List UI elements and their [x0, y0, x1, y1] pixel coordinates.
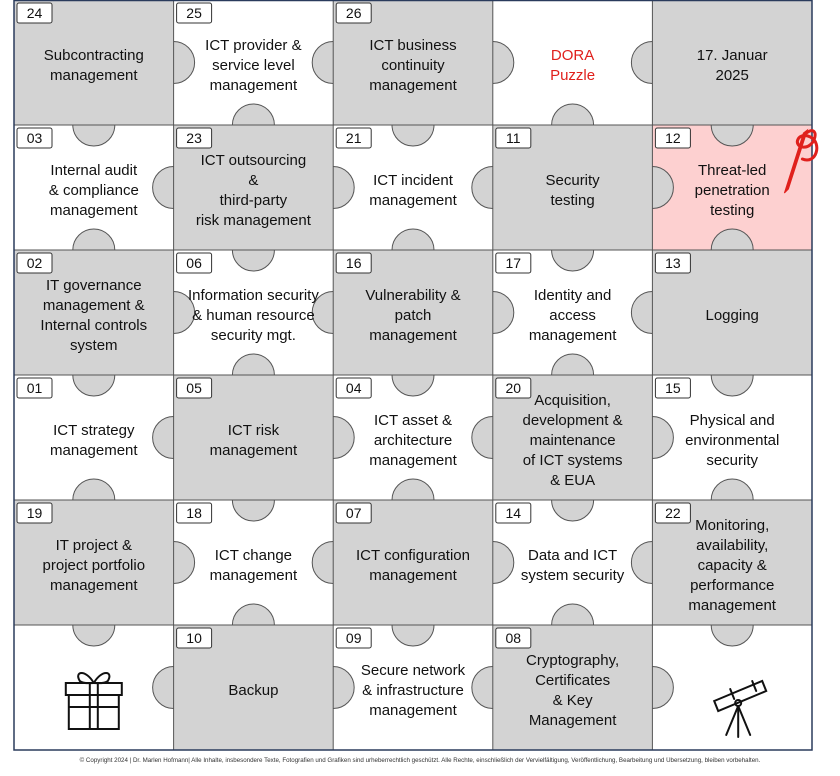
- cell-label-line: availability,: [696, 536, 769, 554]
- cell-label-line: &: [248, 171, 259, 189]
- cell-label-line: ICT configuration: [356, 546, 470, 564]
- cell-number: 09: [345, 630, 362, 646]
- cell-number: 22: [665, 505, 681, 521]
- cell-number: 19: [26, 505, 43, 521]
- cell-number: 12: [665, 130, 681, 146]
- cell-number: 20: [505, 380, 522, 396]
- cell-label-line: capacity &: [697, 556, 767, 574]
- cell-label-line: performance: [690, 576, 775, 594]
- cell-label-line: management: [369, 566, 457, 584]
- cell-label-line: Identity and: [533, 286, 612, 304]
- cell-label-line: management: [369, 191, 457, 209]
- cell-label-line: management: [50, 201, 138, 219]
- cell-label-line: management: [50, 576, 138, 594]
- cell-label-line: project portfolio: [42, 556, 146, 574]
- cell-label-line: & compliance: [48, 181, 139, 199]
- cell-number: 13: [665, 255, 681, 271]
- cell-number: 07: [345, 505, 362, 521]
- cell-number: 08: [505, 630, 522, 646]
- cell-label-line: Physical and: [689, 411, 775, 429]
- cell-number: 06: [186, 255, 202, 271]
- cell-number: 02: [26, 255, 43, 271]
- cell-label-line: management: [369, 326, 457, 344]
- cell-number: 24: [26, 5, 43, 21]
- cell-number: 23: [186, 130, 202, 146]
- cell-label-line: Threat-led: [698, 161, 767, 179]
- cell-label-line: Acquisition,: [534, 391, 611, 409]
- cell-label-line: ICT outsourcing: [200, 151, 307, 169]
- cell-label-line: Subcontracting: [43, 46, 144, 64]
- cell-label-line: management: [369, 701, 457, 719]
- cell-label-line: security mgt.: [210, 326, 296, 344]
- cell-label-line: Data and ICT: [527, 546, 618, 564]
- cell-label-line: ICT strategy: [53, 421, 135, 439]
- cell-label-line: management: [369, 451, 457, 469]
- cell-number: 18: [186, 505, 202, 521]
- cell-label-line: ICT business: [369, 36, 457, 54]
- cell-label-line: security: [706, 451, 759, 469]
- cell-label-line: management: [209, 441, 298, 459]
- copyright-notice: © Copyright 2024 | Dr. Marlen Hofmann| Alle Inhalte, insbesondere Texte, Fotografien und Grafiken sind urheberrechtlich geschützt. Alle Rechte, einschließlich der Vervielfältigung, Veröffentlichung, Bearbeitung und Übersetzung, bleiben vorbehalten.: [79, 757, 761, 764]
- cell-label-line: risk management: [195, 211, 311, 229]
- cell-label-line: management: [50, 66, 138, 84]
- cell-label-line: Backup: [228, 681, 279, 699]
- cell-number: 01: [26, 380, 43, 396]
- cell-label-line: IT governance: [45, 276, 142, 294]
- cell-label-line: Security: [545, 171, 600, 189]
- cell-label-line: patch: [394, 306, 432, 324]
- cell-number: 04: [345, 380, 362, 396]
- cell-label-line: 2025: [715, 66, 749, 84]
- cell-label-line: Information security: [187, 286, 319, 304]
- cell-label-line: ICT asset &: [373, 411, 453, 429]
- cell-label-line: management: [50, 441, 138, 459]
- cell-label-line: continuity: [381, 56, 445, 74]
- cell-number: 10: [186, 630, 202, 646]
- cell-label-line: 17. Januar: [696, 46, 768, 64]
- cell-label-line: Internal audit: [50, 161, 138, 179]
- cell-label-line: IT project &: [55, 536, 133, 554]
- cell-label-line: service level: [212, 56, 295, 74]
- cell-label-line: Management: [528, 711, 617, 729]
- cell-label-line: environmental: [685, 431, 780, 449]
- cell-label-line: Internal controls: [40, 316, 148, 334]
- cell-label-line: ICT provider &: [205, 36, 302, 54]
- cell-label-line: & human resource: [192, 306, 315, 324]
- cell-label-line: & Key: [552, 691, 593, 709]
- cell-number: 21: [345, 130, 362, 146]
- cell-label-line: system security: [520, 566, 625, 584]
- cell-label-line: development &: [522, 411, 623, 429]
- cell-label-line: Vulnerability &: [365, 286, 461, 304]
- cell-label-line: management: [369, 76, 457, 94]
- cell-label-line: Puzzle: [550, 66, 596, 84]
- cell-number: 17: [505, 255, 522, 271]
- cell-label-line: management: [528, 326, 617, 344]
- cell-label-line: ICT incident: [373, 171, 453, 189]
- cell-label-line: & infrastructure: [362, 681, 464, 699]
- cell-label-line: of ICT systems: [522, 451, 623, 469]
- cell-label-line: management: [209, 566, 298, 584]
- cell-number: 26: [345, 5, 362, 21]
- cell-label-line: system: [70, 336, 118, 354]
- cell-number: 14: [505, 505, 522, 521]
- cell-number: 03: [26, 130, 43, 146]
- cell-label-line: & EUA: [550, 471, 596, 489]
- cell-number: 16: [345, 255, 362, 271]
- cell-label-line: management: [209, 76, 298, 94]
- cell-label-line: Secure network: [360, 661, 466, 679]
- cell-label-line: management: [688, 596, 776, 614]
- cell-label-line: access: [549, 306, 596, 324]
- cell-label-line: DORA: [550, 46, 595, 64]
- cell-label-line: management &: [42, 296, 145, 314]
- cell-label-line: Logging: [705, 306, 759, 324]
- cell-label-line: testing: [550, 191, 595, 209]
- cell-label-line: ICT change: [214, 546, 293, 564]
- cell-label-line: ICT risk: [227, 421, 280, 439]
- cell-label-line: Certificates: [535, 671, 611, 689]
- cell-label-line: architecture: [373, 431, 453, 449]
- cell-label-line: third-party: [219, 191, 288, 209]
- cell-number: 05: [186, 380, 202, 396]
- cell-number: 15: [665, 380, 681, 396]
- cell-label-line: penetration: [694, 181, 770, 199]
- cell-number: 11: [506, 130, 521, 146]
- cell-number: 25: [186, 5, 202, 21]
- cell-label-line: maintenance: [529, 431, 616, 449]
- cell-label-line: testing: [710, 201, 755, 219]
- cell-label-line: Monitoring,: [695, 516, 770, 534]
- cell-label-line: Cryptography,: [526, 651, 620, 669]
